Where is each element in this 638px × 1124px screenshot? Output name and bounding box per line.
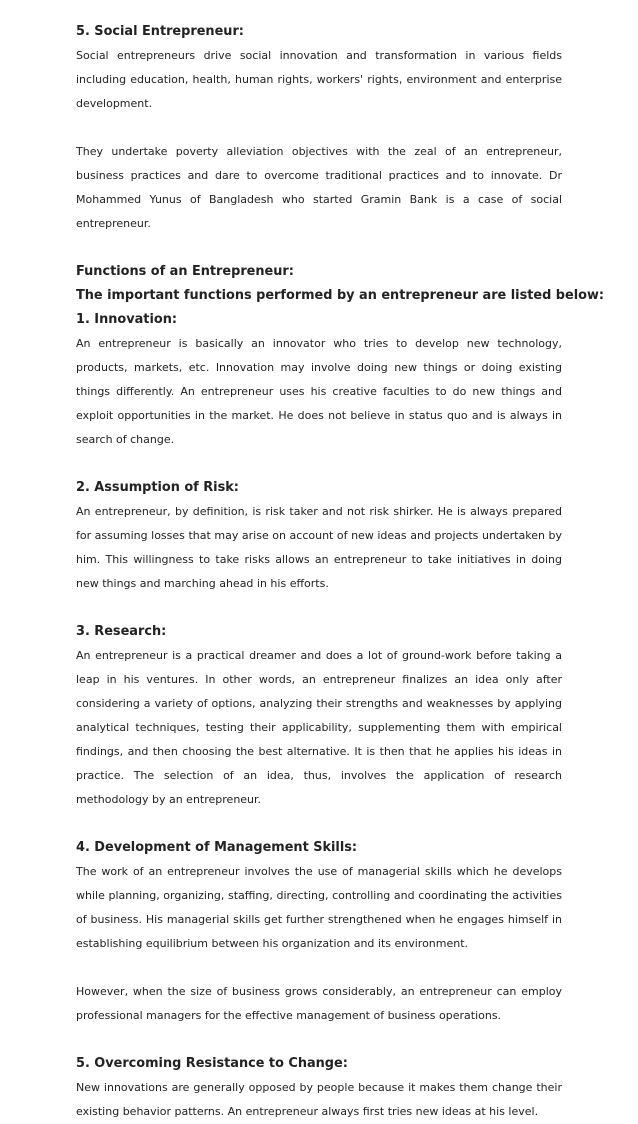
spacer: [76, 452, 562, 476]
spacer: [76, 812, 562, 836]
paragraph: An entrepreneur is basically an innovator who tries to develop new technology, products, markets, etc. Innovation may involve doing new things or doing existing things differently. An entrepreneur uses his creative faculties to do new things and exploit opportunities in the market. He does not believe in status quo and is always in search of change.: [76, 337, 562, 446]
heading-management-skills: 4. Development of Management Skills:: [76, 840, 358, 855]
heading-assumption-of-risk: 2. Assumption of Risk:: [76, 480, 239, 495]
functions-intro: The important functions performed by an entrepreneur are listed below:: [76, 288, 604, 303]
heading-research: 3. Research:: [76, 624, 167, 639]
paragraph: They undertake poverty alleviation objectives with the zeal of an entrepreneur, business practices and dare to overcome traditional practices and to innovate. Dr Mohammed Yunus of Bangladesh who started Gramin Bank is a case of social entrepreneur.: [76, 145, 562, 230]
paragraph: New innovations are generally opposed by people because it makes them change their existing behavior patterns. An entrepreneur always first tries new ideas at his level.: [76, 1081, 562, 1118]
heading-functions: Functions of an Entrepreneur:: [76, 264, 294, 279]
heading-innovation: 1. Innovation:: [76, 312, 177, 327]
spacer: [76, 236, 562, 260]
paragraph: However, when the size of business grows considerably, an entrepreneur can employ professional managers for the effective management of business operations.: [76, 985, 562, 1022]
heading-resistance-to-change: 5. Overcoming Resistance to Change:: [76, 1056, 348, 1071]
paragraph: The work of an entrepreneur involves the use of managerial skills which he develops while planning, organizing, staffing, directing, controlling and coordinating the activities of business. His managerial skills get further strengthened when he engages himself in establishing equilibrium between his organization and its environment.: [76, 865, 562, 950]
spacer: [76, 116, 562, 140]
paragraph: An entrepreneur is a practical dreamer and does a lot of ground-work before taking a leap in his ventures. In other words, an entrepreneur finalizes an idea only after considering a variety of options, analyzing their strengths and weaknesses by applying analytical techniques, testing their applicability, supplementing them with empirical findings, and then choosing the best alternative. It is then that he applies his ideas in practice. The selection of an idea, thus, involves the application of research methodology by an entrepreneur.: [76, 649, 562, 806]
spacer: [76, 956, 562, 980]
spacer: [76, 596, 562, 620]
spacer: [76, 1028, 562, 1052]
paragraph: Social entrepreneurs drive social innovation and transformation in various fields including education, health, human rights, workers' rights, environment and enterprise development.: [76, 49, 562, 110]
paragraph: An entrepreneur, by definition, is risk taker and not risk shirker. He is always prepared for assuming losses that may arise on account of new ideas and projects undertaken by him. This willingness to take risks allows an entrepreneur to take initiatives in doing new things and marching ahead in his efforts.: [76, 505, 562, 590]
heading-social-entrepreneur: 5. Social Entrepreneur:: [76, 24, 244, 39]
document-page: [76, 20, 604, 1124]
